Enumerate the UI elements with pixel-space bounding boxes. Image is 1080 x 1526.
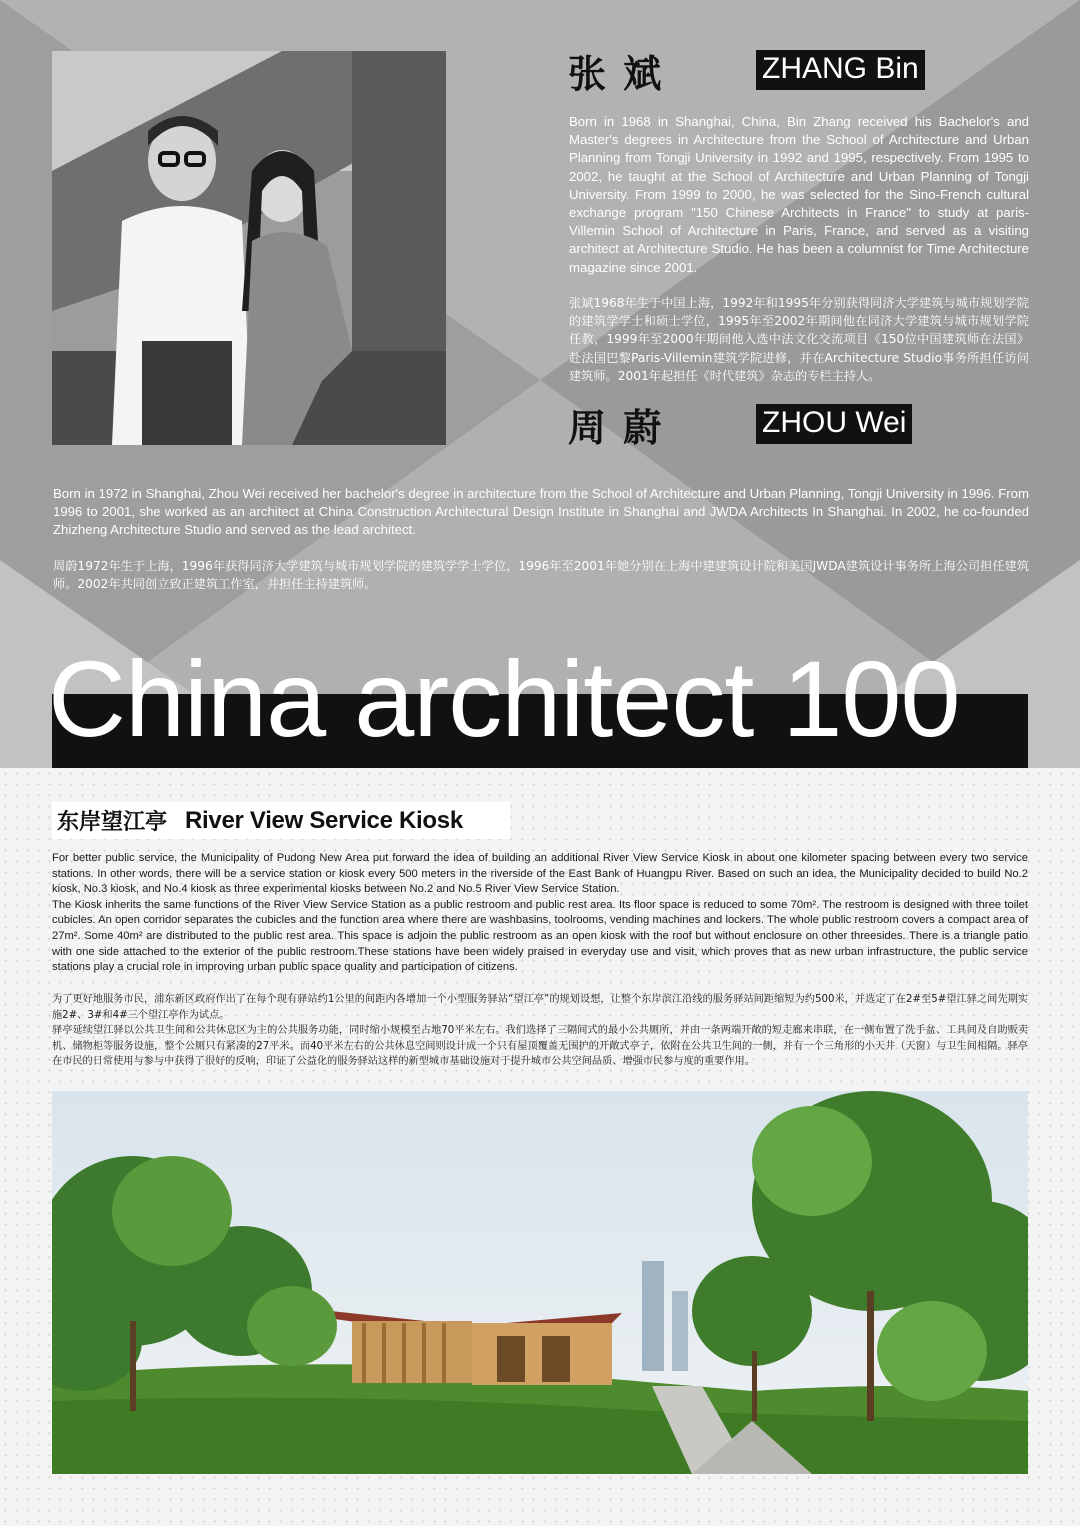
architect1-name-cn: 张 斌 [568,51,664,96]
project-desc-cn-paragraph-2: 驿亭延续望江驿以公共卫生间和公共休息区为主的公共服务功能，同时缩小规模至占地70平米左右。我们选择了三隔间式的最小公共厕所，并由一条两端开敞的短走廊来串联，在一侧布置了洗手盆、工具间及自助贩卖机、储物柜等服务设施，整个公厕只有紧凑的27平米。而40平米左右的公共休息空间则设计成一个只有屋顶覆盖无围护的开敞式亭子，依附在公共卫生间的一侧，并有一个三角形的小天井（天窗）与卫生间相隔。驿亭在市民的日常使用与参与中获得了很好的反响，印证了公益化的服务驿站这样的新型城市基础设施对于提升城市公共空间品质、增强市民参与度的重要作用。 [52,1025,1028,1068]
architect1-bio-cn: 张斌1968年生于中国上海，1992年和1995年分别获得同济大学建筑与城市规划学院的建筑学学士和硕士学位，1995年至2002年期间他在同济大学建筑与城市规划学院任教，1999年至2000年期间他入选中法文化交流项目《150位中国建筑师在法国》赴法国巴黎Paris-Villemin建筑学院进修，并在Architecture Studio事务所担任访问建筑师。2001年起担任《时代建筑》杂志的专栏主持人。 [569,296,1029,383]
architect1-bio-en: Born in 1968 in Shanghai, China, Bin Zhang received his Bachelor's and Master's degrees in Architecture from the School of Architecture and Urban Planning from Tongji University in 1992 and 1995, respectively. From 1995 to 2002, he taught at the School of Architecture and Urban Planning of Tongji University. From 1999 to 2000, he was selected for the Sino-French cultural exchange program "150 Chinese Architects in France" to study at paris-Villemin School of Architecture in Paris, France, and served as a visiting architect at Architecture Studio. He has been a columnist for Time Architecture magazine since 2001. [569,114,1029,275]
project-description-en [52,851,1028,976]
project-desc-cn-paragraph-1: 为了更好地服务市民，浦东新区政府作出了在每个现有驿站约1公里的间距内各增加一个小型服务驿站“望江亭”的规划设想，让整个东岸滨江沿线的服务驿站间距缩短为约500米，并选定了在2#至5#望江驿之间先期实施2#、3#和4#三个望江亭作为试点。 [52,994,1028,1021]
architect2-name-en: ZHOU Wei [756,404,912,444]
project-title-en: River View Service Kiosk [185,806,463,834]
project-description-cn [52,992,1028,1070]
architect2-bio-cn: 周蔚1972年生于上海，1996年获得同济大学建筑与城市规划学院的建筑学学士学位，1996年至2001年她分别在上海中建建筑设计院和美国JWDA建筑设计事务所上海公司担任建筑师。2002年共同创立致正建筑工作室，并担任主持建筑师。 [53,559,1029,592]
architect2-bio-en: Born in 1972 in Shanghai, Zhou Wei received her bachelor's degree in architecture from the School of Architecture and Urban Planning, Tongji University in 1996. From 1996 to 2001, she worked as an architect at China Construction Architectural Design Institute in Shanghai and JWDA Architects In Shanghai. In 2002, he co-founded Zhizheng Architecture Studio and served as the lead architect. [53,486,1029,538]
project-title-tab [52,802,510,839]
kiosk-photo [52,1091,1028,1474]
architect1-name-en: ZHANG Bin [756,50,925,90]
project-desc-en-paragraph-1: For better public service, the Municipality of Pudong New Area put forward the idea of building an additional River View Service Kiosk in about one kilometer spacing between every two service stations. In other words, there will be a service station or kiosk every 500 meters in the riverside of the East Bank of Huangpu River. Based on such an idea, the Municipality decided to build No.2 kiosk, No.3 kiosk, and No.4 kiosk as three experimental kiosks between No.2 and No.5 River View Service Station. [52,852,1028,896]
architect1-name-row [568,48,925,96]
project-title-cn: 东岸望江亭 [57,810,168,835]
architects-portrait [52,51,446,445]
architect2-name-row [568,402,912,450]
project-desc-en-paragraph-2: The Kiosk inherits the same functions of the River View Service Station as a public restroom and public rest area. Its floor space is reduced to some 70m². The restroom is designed with three toilet cubicles. An open corridor separates the cubicles and the function area where there are washbasins, toolrooms, vending machines and lockers. The whole public restroom covers a compact area of 27m². Some 40m² are distributed to the public rest area. This space is adjoin the public restroom as an open kiosk with the roof but without enclosure on other threesides. There is a triangle patio with one side attached to the exterior of the public restroom.These stations have been widely praised in everyday use and visit, which proves that as new urban infrastructure, the public service stations play a crucial role in improving urban public space quality and participation of citizens. [52,898,1028,974]
architect2-name-cn: 周 蔚 [568,405,664,450]
banner-title: China architect 100 [48,638,960,759]
